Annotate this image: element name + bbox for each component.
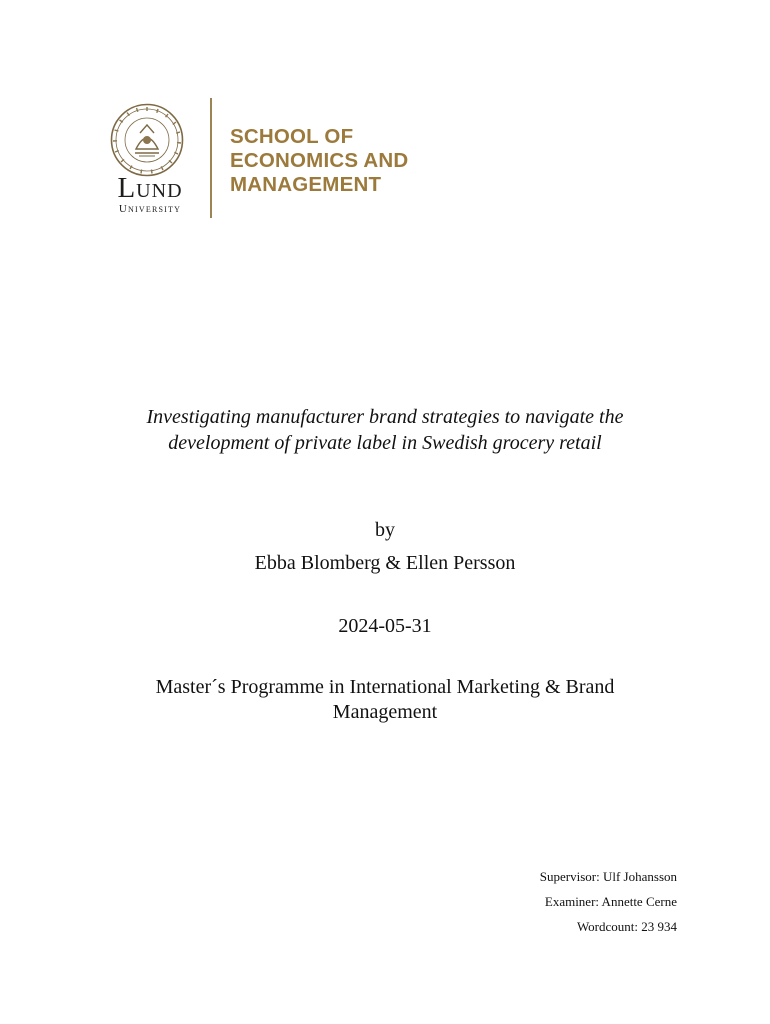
school-name-line: ECONOMICS AND bbox=[230, 149, 409, 172]
programme-line: Master´s Programme in International Marketing & Brand bbox=[155, 676, 615, 698]
supervisor: Supervisor: Ulf Johansson bbox=[539, 869, 677, 884]
university-logo bbox=[104, 98, 444, 220]
university-name-line1: Lund bbox=[117, 172, 183, 204]
submission-date: 2024-05-31 bbox=[338, 615, 432, 637]
programme-name bbox=[90, 675, 680, 725]
lund-university-seal-icon bbox=[110, 103, 184, 177]
thesis-title-line: development of private label in Swedish grocery retail bbox=[168, 432, 602, 454]
by-label: by bbox=[375, 519, 395, 541]
logo-divider bbox=[210, 98, 212, 218]
authors: Ebba Blomberg & Ellen Persson bbox=[254, 552, 516, 574]
wordcount: Wordcount: 23 934 bbox=[576, 919, 677, 934]
thesis-title-line: Investigating manufacturer brand strategies to navigate the bbox=[146, 406, 624, 428]
programme-line: Management bbox=[332, 701, 438, 723]
thesis-meta bbox=[540, 864, 677, 939]
examiner: Examiner: Annette Cerne bbox=[544, 894, 677, 909]
school-name bbox=[230, 125, 408, 197]
university-name-line2: University bbox=[118, 203, 182, 215]
school-name-line: SCHOOL OF bbox=[230, 125, 354, 148]
school-name-line: MANAGEMENT bbox=[230, 173, 382, 196]
thesis-title bbox=[90, 404, 680, 456]
university-name bbox=[104, 174, 196, 216]
